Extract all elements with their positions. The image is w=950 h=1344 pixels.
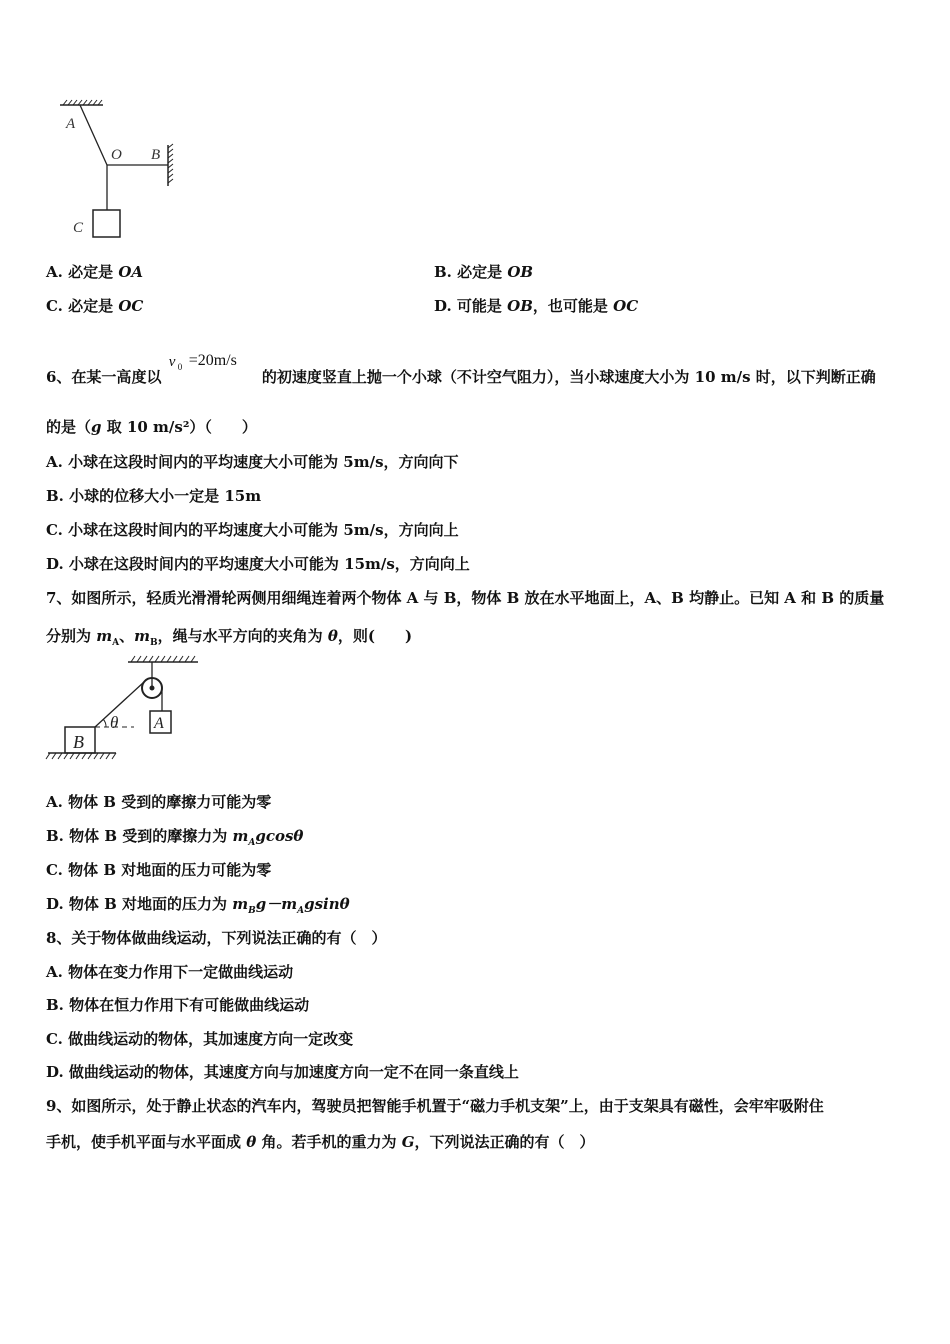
- q7-option-b: B. 物体 B 受到的摩擦力为 $m_Agcos\theta$: [46, 827, 304, 848]
- q6-option-b: B. 小球的位移大小一定是 15m: [46, 487, 262, 505]
- q9-stem-line2: 手机，使手机平面与水平面成 θ 角。若手机的重力为 G，下列说法正确的有（ ）: [46, 1133, 595, 1151]
- q5-label-o: O: [111, 147, 122, 163]
- q7-stem-line1: 7、如图所示，轻质光滑滑轮两侧用细绳连着两个物体 A 与 B，物体 B 放在水平地面上，A、B 均静止。已知 A 和 B 的质量: [46, 589, 885, 607]
- q5-option-a: A. 必定是 OA: [46, 263, 144, 281]
- q5-figure: [55, 98, 185, 248]
- q8-option-d: D. 做曲线运动的物体，其速度方向与加速度方向一定不在同一条直线上: [46, 1063, 519, 1081]
- q7-stem-line2: 分别为 $m_A$、$m_B$，绳与水平方向的夹角为 θ，则( ): [46, 627, 413, 648]
- q5-label-b: B: [151, 147, 161, 163]
- q7-label-a: A: [154, 715, 164, 732]
- q7-label-theta: θ: [110, 713, 119, 732]
- q6-option-d: D. 小球在这段时间内的平均速度大小可能为 15m/s，方向向上: [46, 555, 470, 573]
- q5-option-d: D. 可能是 OB，也可能是 OC: [434, 297, 639, 315]
- q6-option-a: A. 小球在这段时间内的平均速度大小可能为 5m/s，方向向下: [46, 453, 459, 471]
- q8-stem: 8、关于物体做曲线运动，下列说法正确的有（ ）: [46, 929, 387, 947]
- q5-label-c: C: [73, 220, 84, 236]
- q8-option-a: A. 物体在变力作用下一定做曲线运动: [46, 963, 294, 981]
- q6-stem-line1: 6、在某一高度以 v 0 =20m/s 的初速度竖直上抛一个小球（不计空气阻力），当小球速度大小为 10 m/s 时，以下判断正确: [46, 352, 876, 386]
- q7-option-c: C. 物体 B 对地面的压力可能为零: [46, 861, 272, 879]
- q5-option-c: C. 必定是 OC: [46, 297, 144, 315]
- q7-label-b: B: [73, 732, 84, 752]
- q5-label-a: A: [66, 116, 76, 132]
- q7-figure: [44, 652, 204, 764]
- q5-option-b: B. 必定是 OB: [434, 263, 534, 281]
- q8-option-c: C. 做曲线运动的物体，其加速度方向一定改变: [46, 1030, 354, 1048]
- q6-v0: v 0 =20m/s: [168, 352, 237, 372]
- q8-option-b: B. 物体在恒力作用下有可能做曲线运动: [46, 996, 310, 1014]
- q6-stem-line2: 的是（g 取 10 m/s²）（ ）: [46, 418, 257, 436]
- q9-stem-line1: 9、如图所示，处于静止状态的汽车内，驾驶员把智能手机置于“磁力手机支架”上，由于支架具有磁性，会牢牢吸附住: [46, 1097, 824, 1115]
- q7-option-d: D. 物体 B 对地面的压力为 $m_Bg-m_Agsin\theta$: [46, 895, 350, 916]
- q7-option-a: A. 物体 B 受到的摩擦力可能为零: [46, 793, 272, 811]
- q6-option-c: C. 小球在这段时间内的平均速度大小可能为 5m/s，方向向上: [46, 521, 459, 539]
